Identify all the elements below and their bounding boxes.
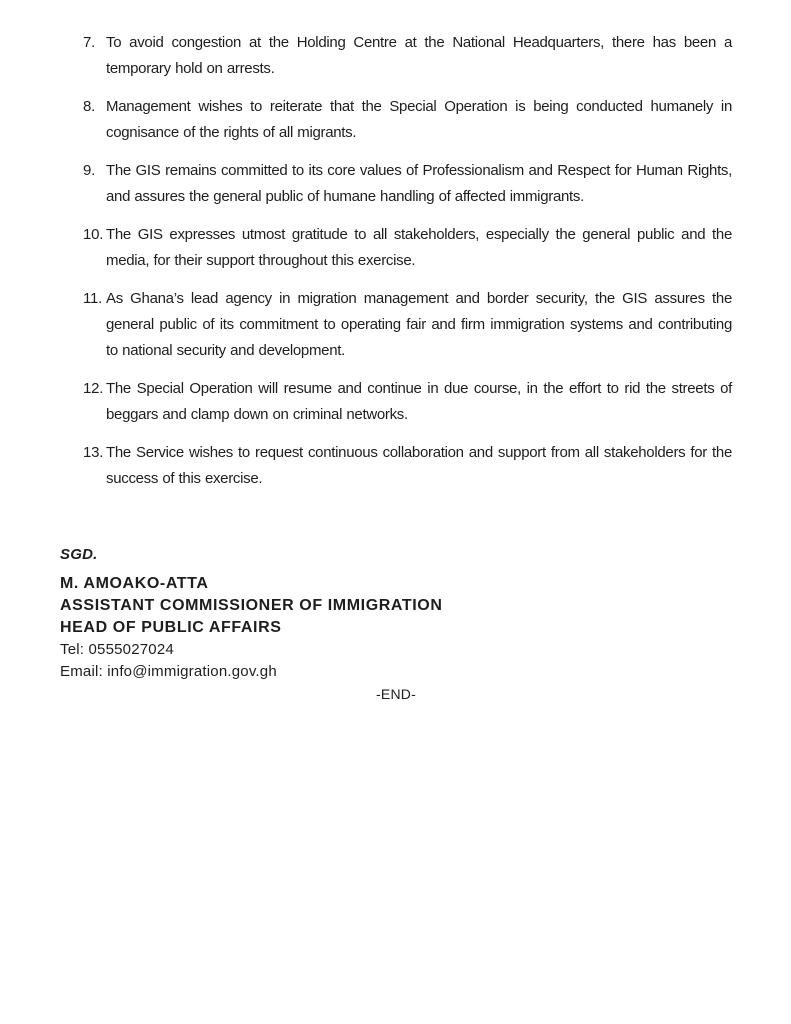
signatory-title-rank: ASSISTANT COMMISSIONER OF IMMIGRATION bbox=[60, 597, 443, 614]
signatory-name: M. AMOAKO-ATTA bbox=[60, 575, 209, 592]
signature-block bbox=[60, 542, 732, 683]
list-item bbox=[83, 286, 732, 364]
list-item-text: The GIS expresses utmost gratitude to all stakeholders, especially the general public and the media, for their support throughout this exercise. bbox=[106, 226, 732, 269]
list-item-text: The GIS remains committed to its core values of Professionalism and Respect for Human Rights, and assures the general public of humane handling of affected immigrants. bbox=[106, 162, 732, 205]
list-item-number: 12. bbox=[83, 380, 104, 397]
list-item bbox=[83, 222, 732, 274]
list-item bbox=[83, 30, 732, 82]
list-item-number: 13. bbox=[83, 444, 104, 461]
signatory-title-role: HEAD OF PUBLIC AFFAIRS bbox=[60, 619, 282, 636]
list-item-number: 10. bbox=[83, 226, 104, 243]
list-item-number: 7. bbox=[83, 34, 96, 51]
list-item-text: As Ghana’s lead agency in migration management and border security, the GIS assures the general public of its commitment to operating fair and firm immigration systems and contributing to national security and development. bbox=[106, 290, 732, 359]
contact-email: Email: info@immigration.gov.gh bbox=[60, 663, 277, 680]
list-item-text: Management wishes to reiterate that the Special Operation is being conducted humanely in cognisance of the rights of all migrants. bbox=[106, 98, 732, 141]
contact-telephone: Tel: 0555027024 bbox=[60, 641, 174, 658]
list-item bbox=[83, 158, 732, 210]
list-item-text: The Service wishes to request continuous collaboration and support from all stakeholders for the success of this exercise. bbox=[106, 444, 732, 487]
end-of-document-marker: -END- bbox=[376, 686, 416, 702]
list-item-number: 9. bbox=[83, 162, 96, 179]
list-item-text: To avoid congestion at the Holding Centre at the National Headquarters, there has been a temporary hold on arrests. bbox=[106, 34, 732, 77]
numbered-list bbox=[83, 30, 732, 492]
list-item bbox=[83, 376, 732, 428]
list-item bbox=[83, 440, 732, 492]
list-item-text: The Special Operation will resume and continue in due course, in the effort to rid the streets of beggars and clamp down on criminal networks. bbox=[106, 380, 732, 423]
list-item bbox=[83, 94, 732, 146]
list-item-number: 8. bbox=[83, 98, 96, 115]
list-item-number: 11. bbox=[83, 290, 103, 307]
signed-abbreviation: SGD. bbox=[60, 546, 98, 563]
